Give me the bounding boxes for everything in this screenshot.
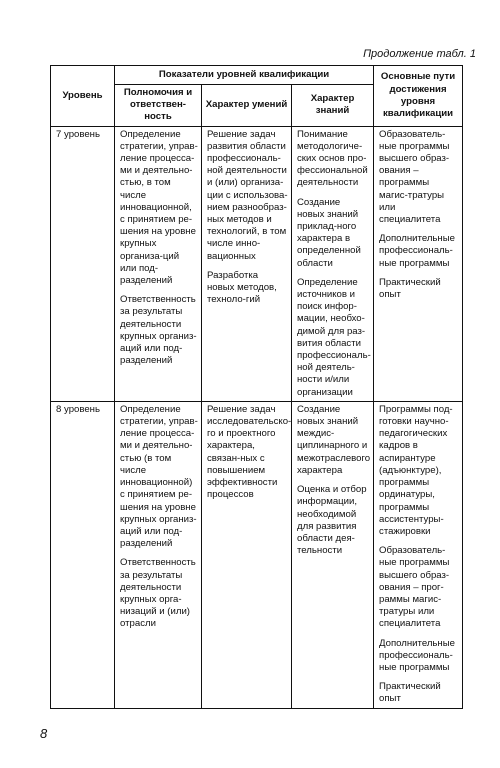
column-group-header: Показатели уровней квалификации xyxy=(115,66,374,85)
skills-cell xyxy=(202,401,292,708)
knowledge-paragraph: Создание новых знаний междис-циплинарного и межотраслевого характера xyxy=(297,403,371,476)
table-row xyxy=(51,126,463,401)
authority-paragraph: Определение стратегии, управ-ление процесса-ми и деятельно-стью, в том числе инновационной, с принятием ре-шения на уровне крупных организа-ций или под-разделений xyxy=(120,128,198,287)
column-header-paths: Основные пути достижения уровня квалификации xyxy=(374,66,463,127)
paths-paragraph: Образователь-ные программы высшего образ-ования – прог-раммы магис-тратуры или специалитета xyxy=(379,545,450,630)
column-header-authority: Полномочия и ответствен-ность xyxy=(115,85,202,127)
skills-paragraph: Разработка новых методов, техноло-гий xyxy=(207,269,277,306)
paths-paragraph: Дополнительные профессиональ-ные программы xyxy=(379,637,455,673)
paths-cell xyxy=(374,126,463,401)
table-continuation-label: Продолжение табл. 1 xyxy=(363,48,476,60)
column-header-level: Уровень xyxy=(51,66,115,127)
skills-paragraph: Решение задач исследовательско-го и проектного характера, связан-ных с повышением эффективности процессов xyxy=(207,403,292,501)
knowledge-paragraph: Определение источников и поиск инфор-мации, необхо-димой для раз-вития области профессиональ-ной деятель-ности и/или организации xyxy=(297,276,371,398)
paths-paragraph: Образователь-ные программы высшего образ-ования – программы магис-тратуры или специалитета xyxy=(379,128,450,226)
paths-paragraph: Программы под-готовки научно-педагогических кадров в аспирантуре (адъюнктуре), программы ординатуры, программы ассистентуры-стажировки xyxy=(379,403,453,537)
qualification-levels-table xyxy=(50,65,463,709)
authority-cell xyxy=(115,126,202,401)
level-cell: 8 уровень xyxy=(51,401,115,708)
page-number: 8 xyxy=(40,726,48,741)
knowledge-cell xyxy=(292,126,374,401)
paths-paragraph: Практический опыт xyxy=(379,276,441,301)
paths-cell xyxy=(374,401,463,708)
authority-paragraph: Определение стратегии, управ-ление процесса-ми и деятельно-стью (в том числе инновационной) с принятием ре-шения на уровне крупных организ-аций или под-разделений xyxy=(120,403,198,550)
authority-cell xyxy=(115,401,202,708)
paths-paragraph: Дополнительные профессиональ-ные программы xyxy=(379,233,455,269)
paths-paragraph: Практический опыт xyxy=(379,681,441,705)
column-header-knowledge: Характер знаний xyxy=(292,85,374,127)
knowledge-paragraph: Создание новых знаний приклад-ного характера в определенной области xyxy=(297,196,361,269)
knowledge-paragraph: Оценка и отбор информации, необходимой для развития области дея-тельности xyxy=(297,484,367,557)
skills-paragraph: Решение задач развития области профессиональ-ной деятельности и (или) организа-ции с использова-нием разнообраз-ных методов и технологий, в том числе инно-вационных xyxy=(207,128,288,262)
column-header-skills: Характер умений xyxy=(202,85,292,127)
authority-paragraph: Ответственность за результаты деятельности крупных организ-аций или под-разделений xyxy=(120,294,197,367)
table-row xyxy=(51,401,463,708)
knowledge-cell xyxy=(292,401,374,708)
level-cell: 7 уровень xyxy=(51,126,115,401)
knowledge-paragraph: Понимание методологиче-ских основ про-фессиональной деятельности xyxy=(297,128,368,189)
skills-cell xyxy=(202,126,292,401)
authority-paragraph: Ответственность за результаты деятельности крупных орга-низаций и (или) отрасли xyxy=(120,557,196,630)
